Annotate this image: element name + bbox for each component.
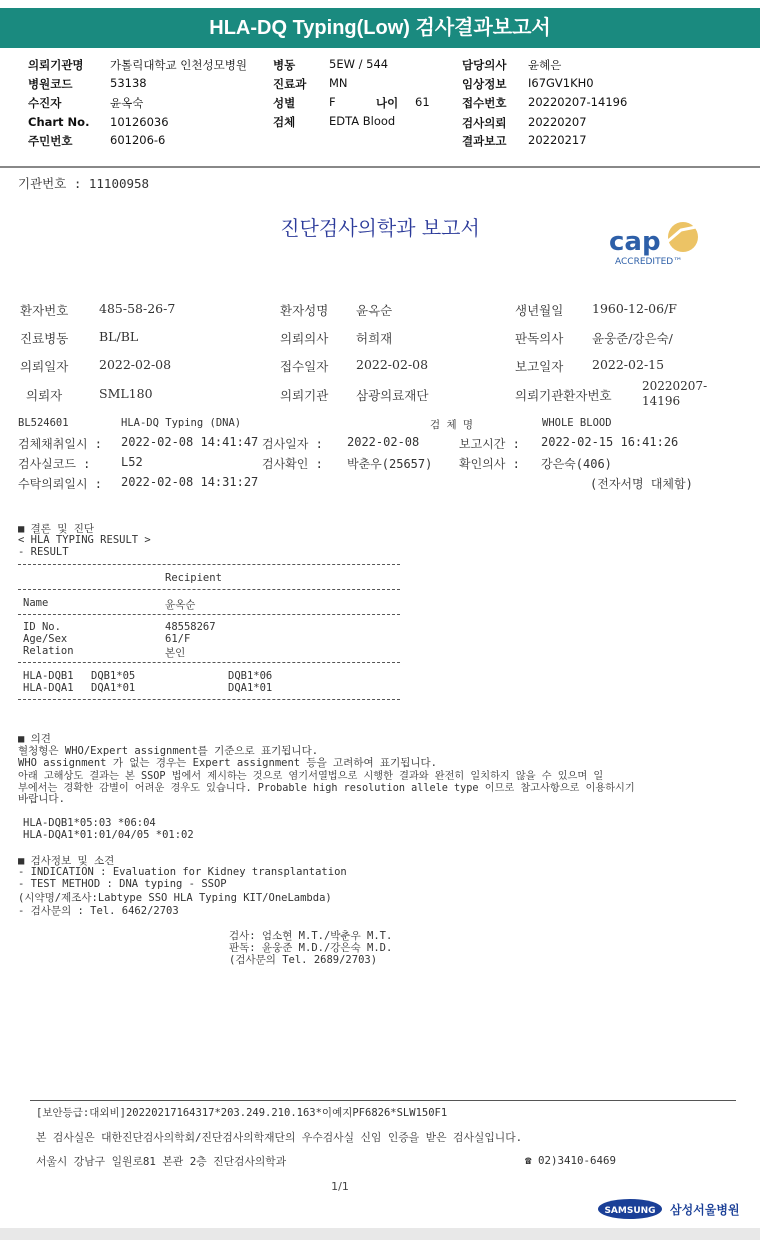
dqb1-allele-b: DQB1*06: [228, 670, 273, 682]
header-label: 수진자: [28, 96, 62, 110]
security-line: [보안등급:대외비]20220217164317*203.249.210.163*이예지PF6826*SLW150F1: [36, 1107, 448, 1119]
patient-label: 보고일자: [515, 359, 564, 374]
age-value: 61/F: [165, 633, 191, 645]
test-field: 2022-02-08 14:41:47: [121, 435, 259, 449]
header-value: 윤옥숙: [110, 96, 144, 110]
header-value: 20220207: [528, 115, 587, 129]
patient-value: 1960-12-06/F: [592, 301, 677, 316]
test-field: 강은숙(406): [541, 457, 612, 471]
header-value: 10126036: [110, 115, 169, 129]
test-field: 검사일자 :: [262, 437, 323, 451]
patient-value: 2022-02-08: [356, 357, 429, 372]
patient-label: 접수일자: [280, 359, 329, 374]
section-heading: ■ 검사정보 및 소견: [18, 855, 115, 867]
viewer-bottom-bar: [0, 1228, 760, 1240]
document-title: 진단검사의학과 보고서: [280, 216, 480, 240]
svg-text:삼성서울병원: 삼성서울병원: [670, 1203, 740, 1217]
header-label: 주민번호: [28, 134, 73, 148]
dashed-rule: [18, 564, 400, 565]
test-field: L52: [121, 455, 143, 469]
header-value: 53138: [110, 76, 147, 90]
header-label: 의뢰기관명: [28, 58, 84, 72]
test-field: 2022-02-08: [347, 435, 420, 449]
relation-label: Relation: [23, 645, 74, 657]
patient-value: 485-58-26-7: [99, 301, 176, 316]
header-label: 검사의뢰: [462, 116, 507, 130]
dqa1-allele-a: DQA1*01: [91, 682, 136, 694]
header-label: 담당의사: [462, 58, 507, 72]
samsung-hospital-logo: [598, 1197, 743, 1221]
patient-value: 삼광의료재단: [356, 388, 429, 403]
header-value: I67GV1KH0: [528, 76, 594, 90]
specimen-value: WHOLE BLOOD: [542, 417, 612, 429]
header-value: 윤혜은: [528, 58, 562, 72]
svg-text:ACCREDITED™: ACCREDITED™: [615, 257, 683, 267]
dqb1-allele-a: DQB1*05: [91, 670, 136, 682]
dashed-rule: [18, 589, 400, 590]
result-subheading: < HLA TYPING RESULT >: [18, 534, 151, 546]
esign-note: (전자서명 대체함): [590, 477, 693, 491]
dashed-rule: [18, 614, 400, 615]
patient-value: 14196: [642, 394, 681, 408]
opinion-line: 부에서는 경확한 감별이 어려운 경우도 있습니다. Probable high resolution allele type 이므로 참고사항으로 이용하시기: [18, 783, 635, 794]
header-value: 601206-6: [110, 133, 166, 147]
info-line: - 검사문의 : Tel. 6462/2703: [18, 905, 179, 917]
header-label: 진료과: [273, 77, 307, 91]
signature-line: 검사: 엄소현 M.T./박춘우 M.T.: [229, 930, 393, 942]
header-label: 병원코드: [28, 77, 73, 91]
patient-label: 의뢰기관환자번호: [515, 388, 612, 403]
patient-label: 환자성명: [280, 303, 329, 318]
patient-value: 윤웅준/강은숙/: [592, 331, 673, 346]
id-label: ID No.: [23, 621, 61, 633]
footer-divider: [30, 1100, 736, 1101]
patient-label: 생년월일: [515, 303, 564, 318]
dqb1-label: HLA-DQB1: [23, 670, 74, 682]
patient-value: 허희재: [356, 331, 393, 346]
name-label: Name: [23, 597, 49, 609]
header-label: 성별: [273, 96, 296, 110]
test-field: 검사실코드 :: [18, 457, 91, 471]
patient-label: 판독의사: [515, 331, 564, 346]
svg-text:cap: cap: [609, 227, 661, 257]
header-value: EDTA Blood: [329, 114, 396, 128]
dqa1-label: HLA-DQA1: [23, 682, 74, 694]
specimen-label: 검 체 명: [430, 419, 474, 431]
section-heading: ■ 의견: [18, 733, 51, 745]
section-heading: ■ 결론 및 진단: [18, 523, 95, 535]
header-label: 병동: [273, 58, 296, 72]
test-field: 수탁의뢰일시 :: [18, 477, 103, 491]
relation-value: 본인: [165, 647, 186, 659]
high-res-dqa1: HLA-DQA1*01:01/04/05 *01:02: [23, 829, 194, 841]
recipient-header: Recipient: [165, 572, 222, 584]
header-value: F: [329, 95, 336, 109]
header-value: 20220217: [528, 133, 587, 147]
test-field: 2022-02-15 16:41:26: [541, 435, 679, 449]
report-title: HLA-DQ Typing(Low) 검사결과보고서: [0, 8, 760, 48]
page-number: 1/1: [331, 1180, 349, 1193]
header-value: 61: [415, 95, 430, 109]
header-value: 가톨릭대학교 인천성모병원: [110, 58, 247, 72]
address-line: 서울시 강남구 일원로81 본관 2층 진단검사의학과: [36, 1155, 287, 1168]
patient-value: 2022-02-15: [592, 357, 665, 372]
patient-value: 윤옥순: [356, 303, 393, 318]
patient-value: BL/BL: [99, 329, 139, 344]
dqa1-allele-b: DQA1*01: [228, 682, 273, 694]
test-field: 보고시간 :: [459, 437, 520, 451]
patient-value: 2022-02-08: [99, 357, 172, 372]
dashed-rule: [18, 662, 400, 663]
svg-text:SAMSUNG: SAMSUNG: [604, 1206, 656, 1216]
header-label: 검체: [273, 115, 296, 129]
signature-line: (검사문의 Tel. 2689/2703): [229, 954, 378, 966]
result-subheading: - RESULT: [18, 546, 69, 558]
patient-label: 의뢰의사: [280, 331, 329, 346]
header-value: 20220207-14196: [528, 95, 628, 109]
info-line: - INDICATION : Evaluation for Kidney transplantation: [18, 866, 347, 878]
opinion-line: 혈청형은 WHO/Expert assignment를 기준으로 표기됩니다.: [18, 745, 319, 757]
test-field: 2022-02-08 14:31:27: [121, 475, 259, 489]
info-line: (시약명/제조사:Labtype SSO HLA Typing KIT/OneLambda): [18, 892, 332, 904]
test-field: 검사확인 :: [262, 457, 323, 471]
patient-label: 의뢰자: [26, 388, 63, 403]
patient-value: SML180: [99, 386, 153, 401]
test-code: BL524601: [18, 417, 69, 429]
header-label: 결과보고: [462, 134, 507, 148]
phone-line: ☎ 02)3410-6469: [525, 1154, 617, 1167]
test-field: 박춘우(25657): [347, 457, 433, 471]
test-name: HLA-DQ Typing (DNA): [121, 417, 242, 429]
header-value: 5EW / 544: [329, 57, 389, 71]
name-value: 윤옥순: [165, 599, 196, 611]
header-label: Chart No.: [28, 115, 90, 129]
header-label: 나이: [376, 96, 399, 110]
header-value: MN: [329, 76, 348, 90]
patient-label: 의뢰일자: [20, 359, 69, 374]
test-field: 검체채취일시 :: [18, 437, 103, 451]
age-label: Age/Sex: [23, 633, 68, 645]
signature-line: 판독: 윤웅준 M.D./강은숙 M.D.: [229, 942, 393, 954]
opinion-line: 아래 고해상도 결과는 본 SSOP 법에서 제시하는 것으로 염기서열법으로 시행한 결과와 완전히 일치하지 않을 수 있으며 일: [18, 771, 604, 782]
info-line: - TEST METHOD : DNA typing - SSOP: [18, 878, 227, 890]
org-number: 기관번호 : 11100958: [18, 176, 150, 191]
patient-label: 진료병동: [20, 331, 69, 346]
opinion-line: 바랍니다.: [18, 793, 65, 805]
opinion-line: WHO assignment 가 없는 경우는 Expert assignment 등을 고려하여 표기됩니다.: [18, 757, 437, 769]
high-res-dqb1: HLA-DQB1*05:03 *06:04: [23, 817, 156, 829]
id-value: 48558267: [165, 621, 216, 633]
test-field: 확인의사 :: [459, 457, 520, 471]
patient-label: 의뢰기관: [280, 388, 329, 403]
certification-line: 본 검사실은 대한진단검사의학회/진단검사의학재단의 우수검사실 신임 인증을 받은 검사실입니다.: [36, 1131, 523, 1144]
header-label: 임상정보: [462, 77, 507, 91]
dashed-rule: [18, 699, 400, 700]
cap-accredited-logo: [605, 220, 715, 270]
patient-value: 20220207-: [642, 379, 708, 393]
header-divider: [0, 166, 760, 168]
header-label: 접수번호: [462, 96, 507, 110]
patient-label: 환자번호: [20, 303, 69, 318]
